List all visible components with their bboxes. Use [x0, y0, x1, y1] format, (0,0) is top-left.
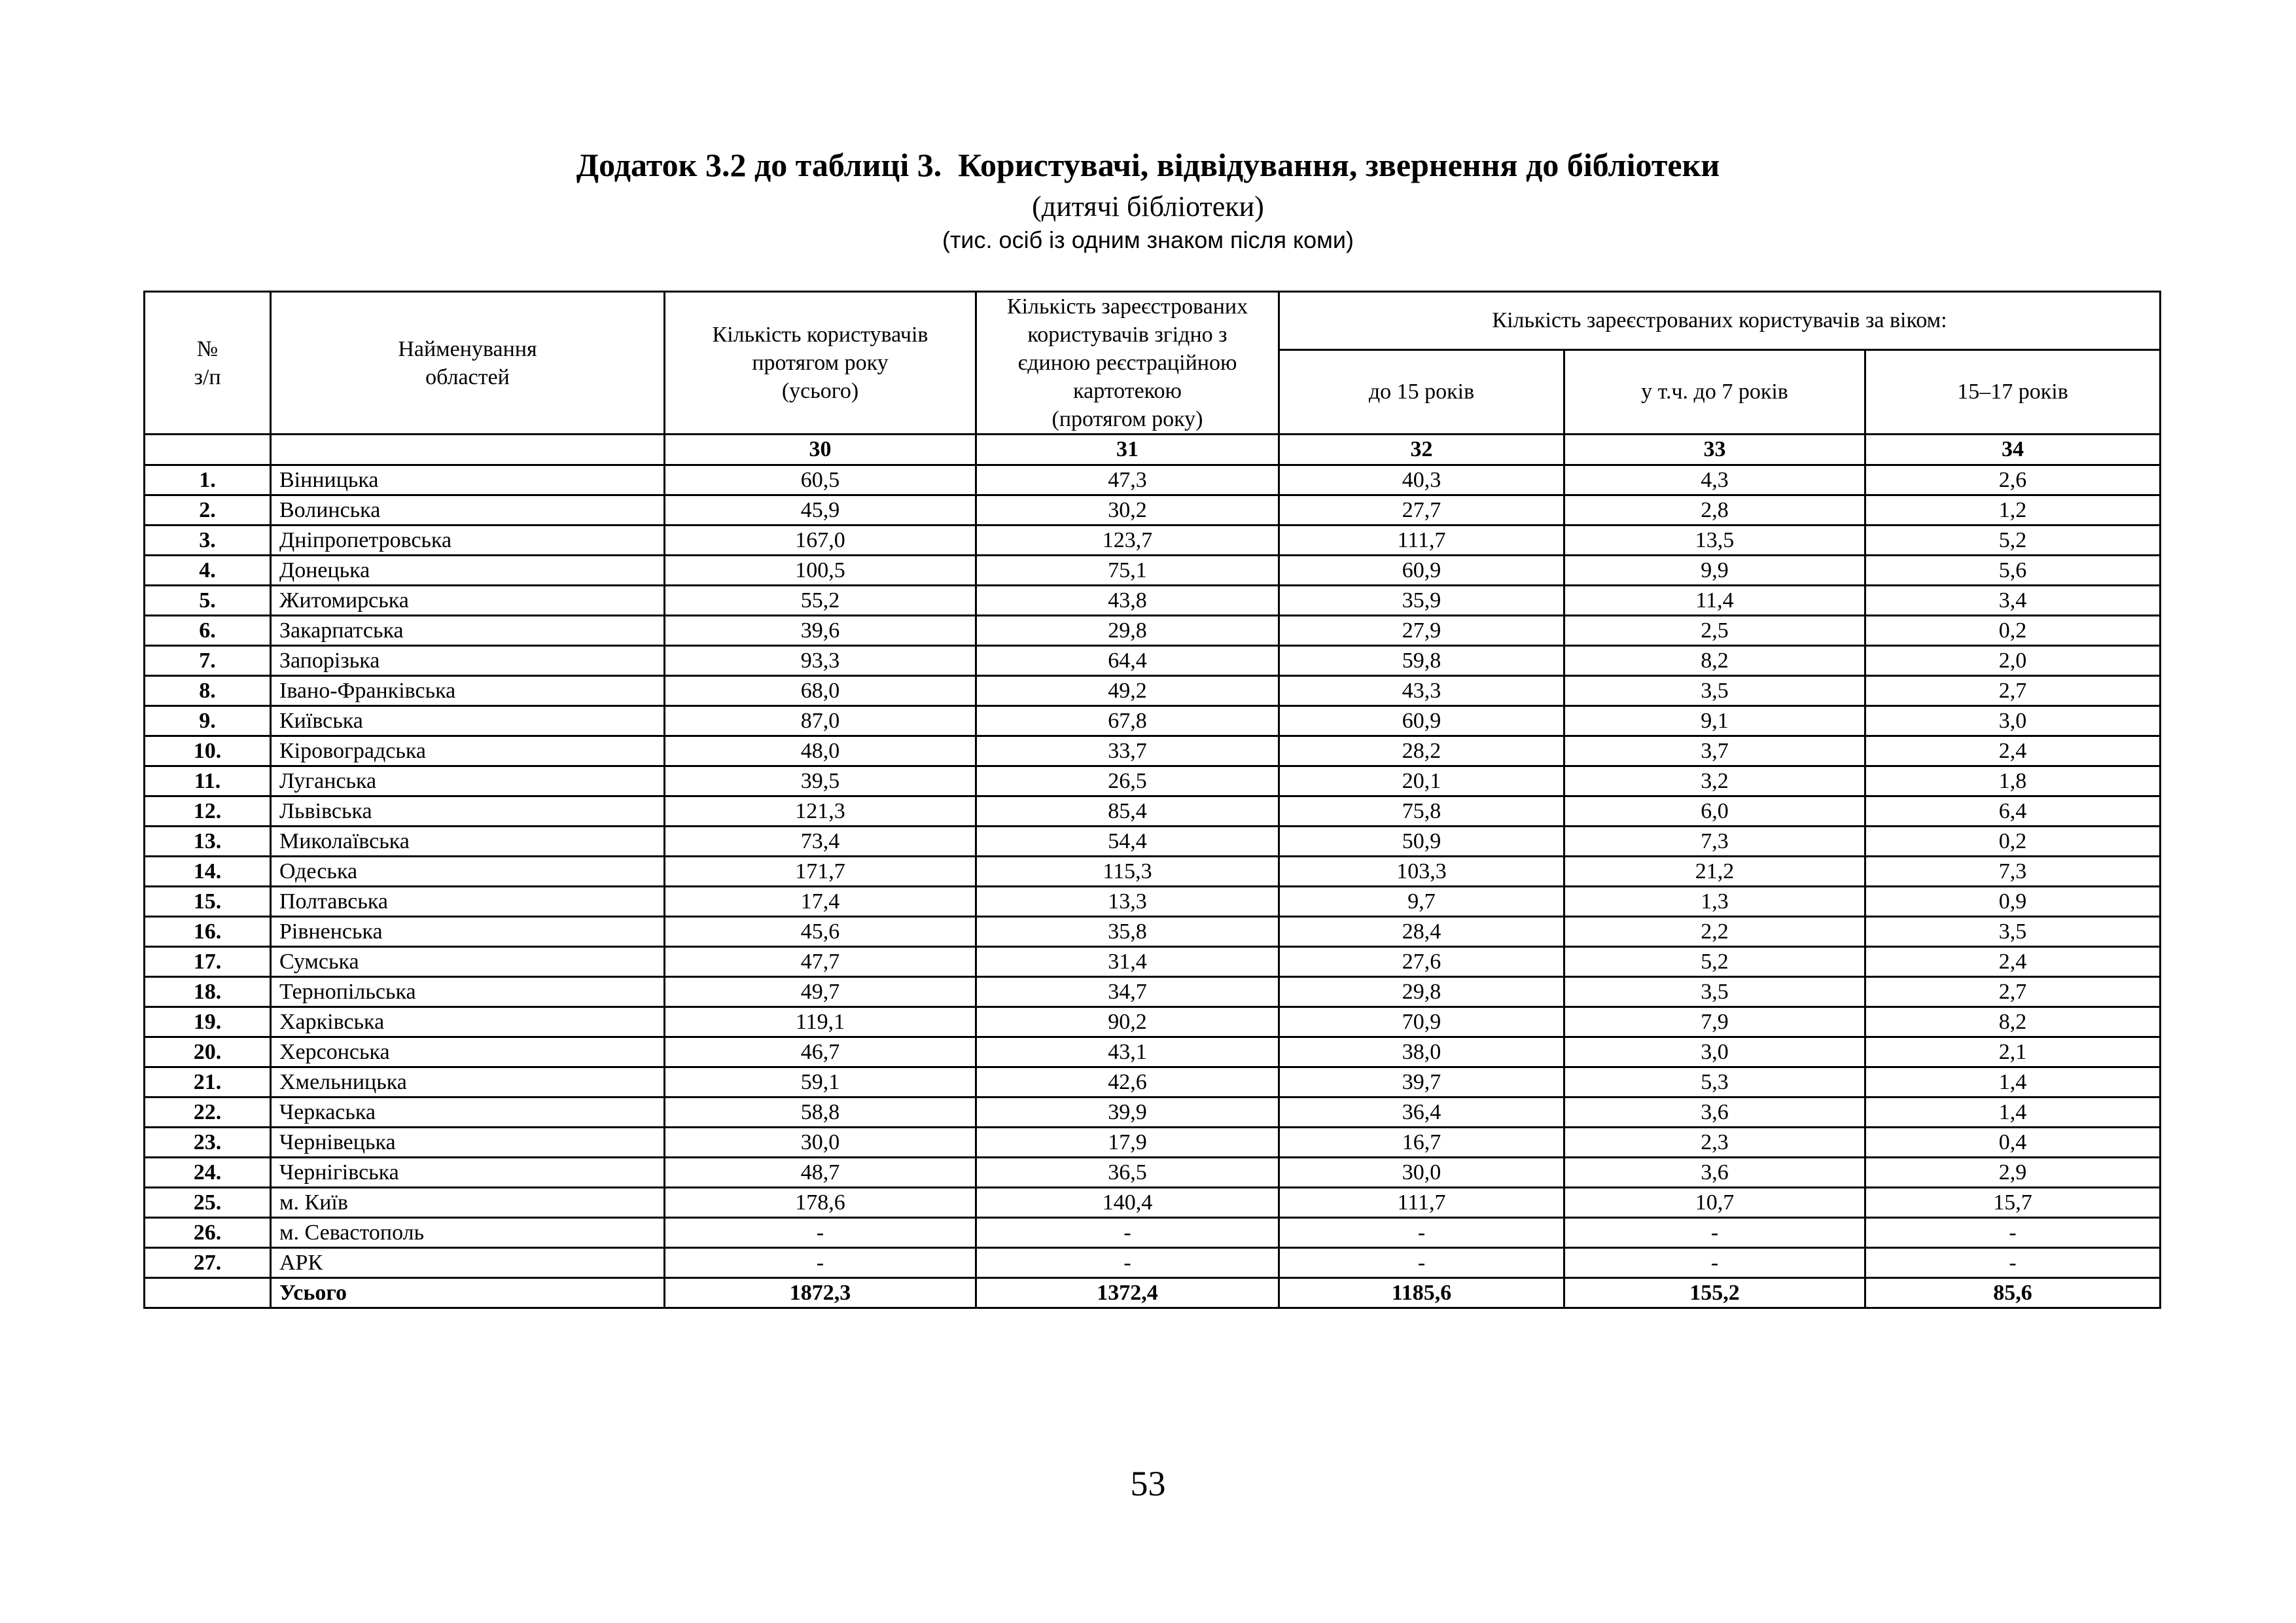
- region-name: АРК: [271, 1248, 665, 1278]
- value-cell: -: [1865, 1248, 2161, 1278]
- value-cell: 1,4: [1865, 1067, 2161, 1097]
- page-number: 53: [1130, 1464, 1166, 1503]
- value-cell: 54,4: [976, 827, 1279, 857]
- table-row: [145, 796, 2161, 827]
- value-cell: 2,7: [1865, 977, 2161, 1007]
- statistics-table: [143, 291, 2161, 1309]
- value-cell: 119,1: [665, 1007, 976, 1037]
- region-name: Львівська: [271, 796, 665, 827]
- value-cell: 123,7: [976, 526, 1279, 556]
- value-cell: 2,7: [1865, 676, 2161, 706]
- table-row: [145, 616, 2161, 646]
- value-cell: 16,7: [1279, 1128, 1564, 1158]
- table-row: [145, 887, 2161, 917]
- value-cell: 2,4: [1865, 947, 2161, 977]
- row-number: 22.: [145, 1097, 271, 1128]
- value-cell: 17,9: [976, 1128, 1279, 1158]
- row-number: 10.: [145, 736, 271, 766]
- row-number: 26.: [145, 1218, 271, 1248]
- region-name: Запорізька: [271, 646, 665, 676]
- row-number: 5.: [145, 586, 271, 616]
- value-cell: 1,3: [1564, 887, 1865, 917]
- row-number: 21.: [145, 1067, 271, 1097]
- value-cell: 90,2: [976, 1007, 1279, 1037]
- value-cell: -: [1564, 1248, 1865, 1278]
- value-cell: 60,9: [1279, 706, 1564, 736]
- value-cell: 47,3: [976, 465, 1279, 495]
- region-name: Луганська: [271, 766, 665, 796]
- value-cell: 75,8: [1279, 796, 1564, 827]
- value-cell: 47,7: [665, 947, 976, 977]
- region-name: Полтавська: [271, 887, 665, 917]
- table-row: [145, 1067, 2161, 1097]
- value-cell: -: [665, 1218, 976, 1248]
- value-cell: 13,5: [1564, 526, 1865, 556]
- table-row: [145, 1248, 2161, 1278]
- region-name: Тернопільська: [271, 977, 665, 1007]
- value-cell: 9,1: [1564, 706, 1865, 736]
- table-row: [145, 1218, 2161, 1248]
- column-number: 34: [1865, 435, 2161, 465]
- value-cell: 59,8: [1279, 646, 1564, 676]
- value-cell: 1372,4: [976, 1278, 1279, 1308]
- table-row: [145, 495, 2161, 526]
- row-number: 27.: [145, 1248, 271, 1278]
- region-name: Івано-Франківська: [271, 676, 665, 706]
- row-number: 24.: [145, 1158, 271, 1188]
- value-cell: 33,7: [976, 736, 1279, 766]
- value-cell: 155,2: [1564, 1278, 1865, 1308]
- value-cell: 13,3: [976, 887, 1279, 917]
- value-cell: 5,2: [1564, 947, 1865, 977]
- value-cell: -: [1279, 1218, 1564, 1248]
- value-cell: 28,2: [1279, 736, 1564, 766]
- value-cell: 3,5: [1564, 676, 1865, 706]
- region-name: Київська: [271, 706, 665, 736]
- region-name: м. Севастополь: [271, 1218, 665, 1248]
- document-subtitle: (дитячі бібліотеки): [1032, 190, 1264, 223]
- region-name: Сумська: [271, 947, 665, 977]
- row-number: 25.: [145, 1188, 271, 1218]
- value-cell: 0,4: [1865, 1128, 2161, 1158]
- row-number: 1.: [145, 465, 271, 495]
- row-number: 8.: [145, 676, 271, 706]
- region-name: Кіровоградська: [271, 736, 665, 766]
- value-cell: 67,8: [976, 706, 1279, 736]
- row-number: 19.: [145, 1007, 271, 1037]
- value-cell: -: [976, 1218, 1279, 1248]
- table-body: [145, 465, 2161, 1308]
- value-cell: 167,0: [665, 526, 976, 556]
- units-note: (тис. осіб із одним знаком після коми): [942, 226, 1354, 253]
- value-cell: 2,6: [1865, 465, 2161, 495]
- table-row: [145, 646, 2161, 676]
- table-row: [145, 736, 2161, 766]
- row-number: 20.: [145, 1037, 271, 1067]
- value-cell: 3,2: [1564, 766, 1865, 796]
- value-cell: 27,9: [1279, 616, 1564, 646]
- region-name: Хмельницька: [271, 1067, 665, 1097]
- value-cell: 21,2: [1564, 857, 1865, 887]
- value-cell: 75,1: [976, 556, 1279, 586]
- value-cell: 5,3: [1564, 1067, 1865, 1097]
- value-cell: 8,2: [1564, 646, 1865, 676]
- value-cell: 48,7: [665, 1158, 976, 1188]
- header-by-age-group: Кількість зареєстрованих користувачів за віком:: [1279, 292, 2161, 350]
- table-row: [145, 465, 2161, 495]
- region-name: Черкаська: [271, 1097, 665, 1128]
- table-row: [145, 706, 2161, 736]
- value-cell: 43,3: [1279, 676, 1564, 706]
- value-cell: 3,5: [1564, 977, 1865, 1007]
- row-number: 9.: [145, 706, 271, 736]
- value-cell: 0,2: [1865, 827, 2161, 857]
- value-cell: 3,7: [1564, 736, 1865, 766]
- header-region-name: Найменування областей: [271, 292, 665, 435]
- row-number: 15.: [145, 887, 271, 917]
- value-cell: 100,5: [665, 556, 976, 586]
- value-cell: 2,3: [1564, 1128, 1865, 1158]
- row-number: 16.: [145, 917, 271, 947]
- value-cell: 1,4: [1865, 1097, 2161, 1128]
- value-cell: 3,6: [1564, 1158, 1865, 1188]
- table-row: [145, 917, 2161, 947]
- table-row: [145, 1037, 2161, 1067]
- row-number: 12.: [145, 796, 271, 827]
- value-cell: 171,7: [665, 857, 976, 887]
- value-cell: 39,7: [1279, 1067, 1564, 1097]
- table-row: [145, 947, 2161, 977]
- value-cell: 35,8: [976, 917, 1279, 947]
- header-users-total: Кількість користувачів протягом року (усього): [665, 292, 976, 435]
- value-cell: 178,6: [665, 1188, 976, 1218]
- value-cell: 70,9: [1279, 1007, 1564, 1037]
- value-cell: 73,4: [665, 827, 976, 857]
- value-cell: 31,4: [976, 947, 1279, 977]
- header-age-15-17: 15–17 років: [1865, 349, 2161, 434]
- value-cell: 36,5: [976, 1158, 1279, 1188]
- row-number: [145, 1278, 271, 1308]
- region-name: Чернігівська: [271, 1158, 665, 1188]
- column-number: 32: [1279, 435, 1564, 465]
- value-cell: 2,1: [1865, 1037, 2161, 1067]
- value-cell: 29,8: [1279, 977, 1564, 1007]
- table-row: [145, 1097, 2161, 1128]
- value-cell: 28,4: [1279, 917, 1564, 947]
- region-name: Харківська: [271, 1007, 665, 1037]
- value-cell: 1,2: [1865, 495, 2161, 526]
- region-name: Рівненська: [271, 917, 665, 947]
- header-number: № з/п: [145, 292, 271, 435]
- value-cell: 27,6: [1279, 947, 1564, 977]
- row-number: 2.: [145, 495, 271, 526]
- value-cell: 11,4: [1564, 586, 1865, 616]
- table-row: [145, 1007, 2161, 1037]
- value-cell: 115,3: [976, 857, 1279, 887]
- value-cell: 36,4: [1279, 1097, 1564, 1128]
- value-cell: -: [665, 1248, 976, 1278]
- row-number: 17.: [145, 947, 271, 977]
- region-name: Житомирська: [271, 586, 665, 616]
- value-cell: 35,9: [1279, 586, 1564, 616]
- value-cell: 3,4: [1865, 586, 2161, 616]
- value-cell: 8,2: [1865, 1007, 2161, 1037]
- row-number: 11.: [145, 766, 271, 796]
- value-cell: 45,9: [665, 495, 976, 526]
- value-cell: 9,7: [1279, 887, 1564, 917]
- value-cell: 55,2: [665, 586, 976, 616]
- value-cell: 1185,6: [1279, 1278, 1564, 1308]
- value-cell: 111,7: [1279, 526, 1564, 556]
- region-name: Донецька: [271, 556, 665, 586]
- value-cell: 2,2: [1564, 917, 1865, 947]
- row-number: 6.: [145, 616, 271, 646]
- table-row: [145, 857, 2161, 887]
- region-name: Дніпропетровська: [271, 526, 665, 556]
- header-under-15: до 15 років: [1279, 349, 1564, 434]
- column-number-row: [145, 435, 2161, 465]
- value-cell: 49,2: [976, 676, 1279, 706]
- value-cell: -: [1865, 1218, 2161, 1248]
- value-cell: 2,5: [1564, 616, 1865, 646]
- value-cell: 4,3: [1564, 465, 1865, 495]
- value-cell: 29,8: [976, 616, 1279, 646]
- value-cell: 30,0: [665, 1128, 976, 1158]
- value-cell: 7,3: [1564, 827, 1865, 857]
- value-cell: 3,6: [1564, 1097, 1865, 1128]
- value-cell: 0,2: [1865, 616, 2161, 646]
- row-number: 3.: [145, 526, 271, 556]
- row-number: 18.: [145, 977, 271, 1007]
- value-cell: 26,5: [976, 766, 1279, 796]
- value-cell: 103,3: [1279, 857, 1564, 887]
- row-number: 14.: [145, 857, 271, 887]
- table-row: [145, 1128, 2161, 1158]
- value-cell: 49,7: [665, 977, 976, 1007]
- value-cell: 45,6: [665, 917, 976, 947]
- value-cell: 27,7: [1279, 495, 1564, 526]
- header-under-7: у т.ч. до 7 років: [1564, 349, 1865, 434]
- value-cell: 43,1: [976, 1037, 1279, 1067]
- value-cell: 5,6: [1865, 556, 2161, 586]
- table-row: [145, 526, 2161, 556]
- value-cell: 20,1: [1279, 766, 1564, 796]
- table-row: [145, 827, 2161, 857]
- region-name: Чернівецька: [271, 1128, 665, 1158]
- region-name: Херсонська: [271, 1037, 665, 1067]
- value-cell: -: [1279, 1248, 1564, 1278]
- value-cell: 1872,3: [665, 1278, 976, 1308]
- value-cell: 42,6: [976, 1067, 1279, 1097]
- document-title: Додаток 3.2 до таблиці 3. Користувачі, відвідування, звернення до бібліотеки: [576, 147, 1720, 183]
- value-cell: 68,0: [665, 676, 976, 706]
- value-cell: 87,0: [665, 706, 976, 736]
- value-cell: 46,7: [665, 1037, 976, 1067]
- value-cell: 60,9: [1279, 556, 1564, 586]
- table-row: [145, 556, 2161, 586]
- region-name: Усього: [271, 1278, 665, 1308]
- region-name: м. Київ: [271, 1188, 665, 1218]
- table-row: [145, 1158, 2161, 1188]
- value-cell: 39,6: [665, 616, 976, 646]
- value-cell: 5,2: [1865, 526, 2161, 556]
- value-cell: 3,0: [1865, 706, 2161, 736]
- value-cell: 34,7: [976, 977, 1279, 1007]
- row-number: 13.: [145, 827, 271, 857]
- value-cell: 58,8: [665, 1097, 976, 1128]
- value-cell: 140,4: [976, 1188, 1279, 1218]
- table-row: [145, 977, 2161, 1007]
- value-cell: -: [1564, 1218, 1865, 1248]
- table-row: [145, 766, 2161, 796]
- value-cell: 30,0: [1279, 1158, 1564, 1188]
- value-cell: 59,1: [665, 1067, 976, 1097]
- value-cell: 39,9: [976, 1097, 1279, 1128]
- row-number: 4.: [145, 556, 271, 586]
- region-name: Закарпатська: [271, 616, 665, 646]
- row-number: 7.: [145, 646, 271, 676]
- value-cell: 38,0: [1279, 1037, 1564, 1067]
- column-number: 31: [976, 435, 1279, 465]
- table-row: [145, 586, 2161, 616]
- table-row: [145, 1188, 2161, 1218]
- value-cell: 15,7: [1865, 1188, 2161, 1218]
- value-cell: 2,8: [1564, 495, 1865, 526]
- value-cell: 6,0: [1564, 796, 1865, 827]
- column-number-blank: [145, 435, 271, 465]
- table-row: [145, 676, 2161, 706]
- header-registered-users: Кількість зареєстрованих користувачів згідно з єдиною реєстраційною картотекою (протягом року): [976, 292, 1279, 435]
- region-name: Волинська: [271, 495, 665, 526]
- row-number: 23.: [145, 1128, 271, 1158]
- value-cell: 48,0: [665, 736, 976, 766]
- value-cell: 111,7: [1279, 1188, 1564, 1218]
- value-cell: 43,8: [976, 586, 1279, 616]
- value-cell: 0,9: [1865, 887, 2161, 917]
- value-cell: 85,6: [1865, 1278, 2161, 1308]
- value-cell: -: [976, 1248, 1279, 1278]
- column-number: 33: [1564, 435, 1865, 465]
- value-cell: 6,4: [1865, 796, 2161, 827]
- value-cell: 85,4: [976, 796, 1279, 827]
- value-cell: 1,8: [1865, 766, 2161, 796]
- value-cell: 30,2: [976, 495, 1279, 526]
- value-cell: 7,3: [1865, 857, 2161, 887]
- value-cell: 2,9: [1865, 1158, 2161, 1188]
- value-cell: 3,5: [1865, 917, 2161, 947]
- value-cell: 10,7: [1564, 1188, 1865, 1218]
- value-cell: 3,0: [1564, 1037, 1865, 1067]
- value-cell: 60,5: [665, 465, 976, 495]
- value-cell: 50,9: [1279, 827, 1564, 857]
- table-total-row: [145, 1278, 2161, 1308]
- value-cell: 40,3: [1279, 465, 1564, 495]
- region-name: Миколаївська: [271, 827, 665, 857]
- value-cell: 2,4: [1865, 736, 2161, 766]
- value-cell: 121,3: [665, 796, 976, 827]
- region-name: Вінницька: [271, 465, 665, 495]
- value-cell: 39,5: [665, 766, 976, 796]
- column-number-blank: [271, 435, 665, 465]
- value-cell: 7,9: [1564, 1007, 1865, 1037]
- value-cell: 17,4: [665, 887, 976, 917]
- value-cell: 2,0: [1865, 646, 2161, 676]
- value-cell: 9,9: [1564, 556, 1865, 586]
- column-number: 30: [665, 435, 976, 465]
- region-name: Одеська: [271, 857, 665, 887]
- value-cell: 64,4: [976, 646, 1279, 676]
- value-cell: 93,3: [665, 646, 976, 676]
